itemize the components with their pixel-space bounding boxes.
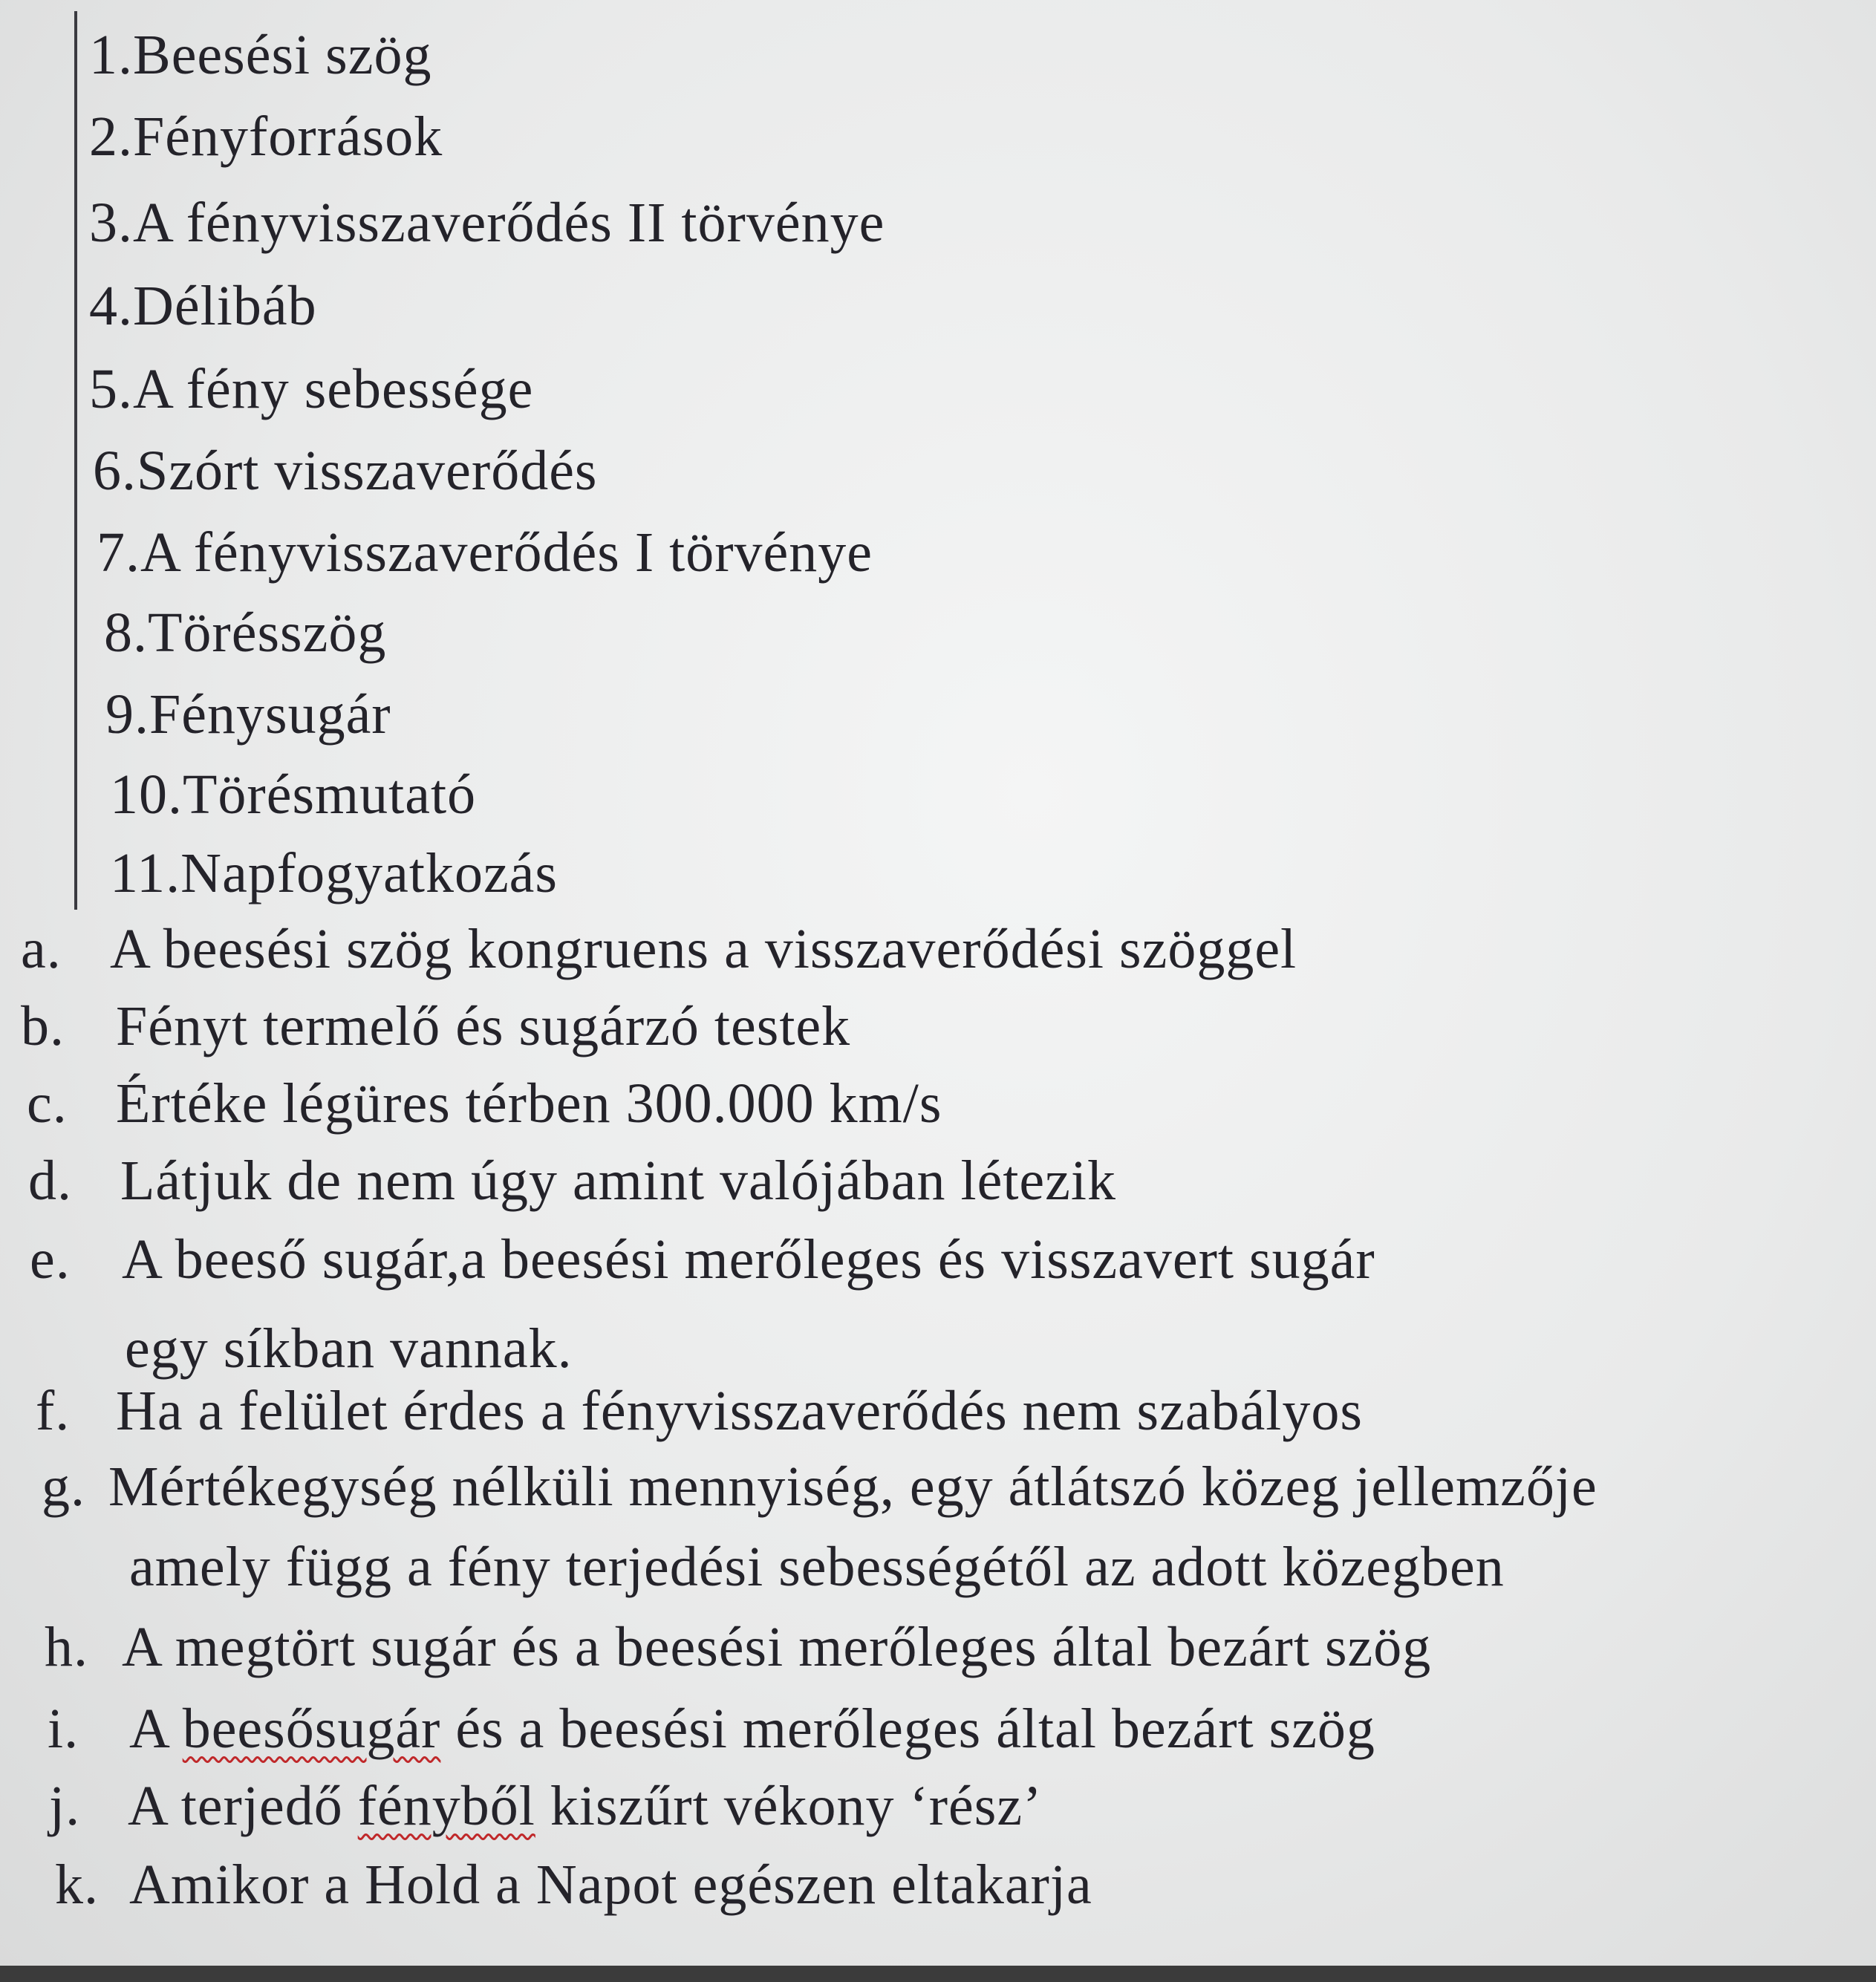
definition-letter: h. bbox=[45, 1616, 88, 1678]
definition-text-post: kiszűrt vékony ‘rész’ bbox=[535, 1775, 1043, 1837]
definition-text: A beeső sugár,a beesési merőleges és visszavert sugár bbox=[122, 1228, 1375, 1291]
definition-letter: k. bbox=[55, 1854, 99, 1916]
definition-item bbox=[49, 1775, 1043, 1837]
definition-text: A beesési szög kongruens a visszaverődési szöggel bbox=[110, 918, 1297, 980]
definition-letter: d. bbox=[28, 1150, 72, 1212]
definition-letter: g. bbox=[42, 1455, 85, 1518]
definition-continuation: amely függ a fény terjedési sebességétől az adott közegben bbox=[129, 1536, 1505, 1598]
term-item: 4.Délibáb bbox=[89, 275, 317, 337]
term-item: 11.Napfogyatkozás bbox=[110, 842, 558, 904]
term-item: 5.A fény sebessége bbox=[89, 358, 534, 420]
definition-letter: c. bbox=[27, 1072, 68, 1135]
definition-item bbox=[42, 1455, 1597, 1518]
definition-text: Mértékegység nélküli mennyiség, egy átlátszó közeg jellemzője bbox=[108, 1455, 1597, 1518]
definition-text-pre: A bbox=[129, 1698, 183, 1760]
screen-bottom-edge bbox=[0, 1966, 1876, 1982]
definition-text-pre: A terjedő bbox=[128, 1775, 358, 1837]
definition-item bbox=[30, 1228, 1375, 1291]
term-item: 3.A fényvisszaverődés II törvénye bbox=[89, 192, 885, 254]
definition-continuation: egy síkban vannak. bbox=[125, 1317, 573, 1380]
definition-item bbox=[21, 918, 1297, 980]
margin-line bbox=[74, 11, 77, 910]
spellcheck-underlined-word: beesősugár bbox=[182, 1698, 441, 1760]
definition-item bbox=[28, 1150, 1117, 1212]
term-item: 10.Törésmutató bbox=[110, 763, 477, 826]
term-item: 1.Beesési szög bbox=[89, 24, 432, 86]
definition-letter: f. bbox=[36, 1380, 71, 1442]
definition-letter: b. bbox=[21, 995, 65, 1057]
definition-letter: e. bbox=[30, 1228, 71, 1291]
definition-text-post: és a beesési merőleges által bezárt szög bbox=[440, 1698, 1375, 1760]
definition-letter: i. bbox=[48, 1698, 79, 1760]
definition-text: Fényt termelő és sugárzó testek bbox=[116, 995, 851, 1057]
definition-text: Ha a felület érdes a fényvisszaverődés nem szabályos bbox=[116, 1380, 1363, 1442]
definition-item bbox=[48, 1698, 1375, 1760]
definition-text: A megtört sugár és a beesési merőleges által bezárt szög bbox=[122, 1616, 1432, 1678]
definition-letter: j. bbox=[49, 1775, 81, 1837]
definition-item bbox=[55, 1854, 1092, 1916]
definition-text: Amikor a Hold a Napot egészen eltakarja bbox=[129, 1854, 1092, 1916]
term-item: 8.Törésszög bbox=[104, 602, 387, 664]
definition-item bbox=[45, 1616, 1432, 1678]
definition-item bbox=[36, 1380, 1363, 1442]
definition-text: Látjuk de nem úgy amint valójában létezik bbox=[120, 1150, 1117, 1212]
definition-item bbox=[21, 995, 851, 1057]
definition-text: Értéke légüres térben 300.000 km/s bbox=[116, 1072, 942, 1135]
term-item: 7.A fényvisszaverődés I törvénye bbox=[97, 521, 873, 584]
term-item: 6.Szórt visszaverődés bbox=[93, 440, 598, 502]
definition-item bbox=[27, 1072, 942, 1135]
definition-letter: a. bbox=[21, 918, 62, 980]
term-item: 9.Fénysugár bbox=[105, 683, 391, 746]
spellcheck-underlined-word: fényből bbox=[357, 1775, 535, 1837]
term-item: 2.Fényforrások bbox=[89, 105, 443, 168]
